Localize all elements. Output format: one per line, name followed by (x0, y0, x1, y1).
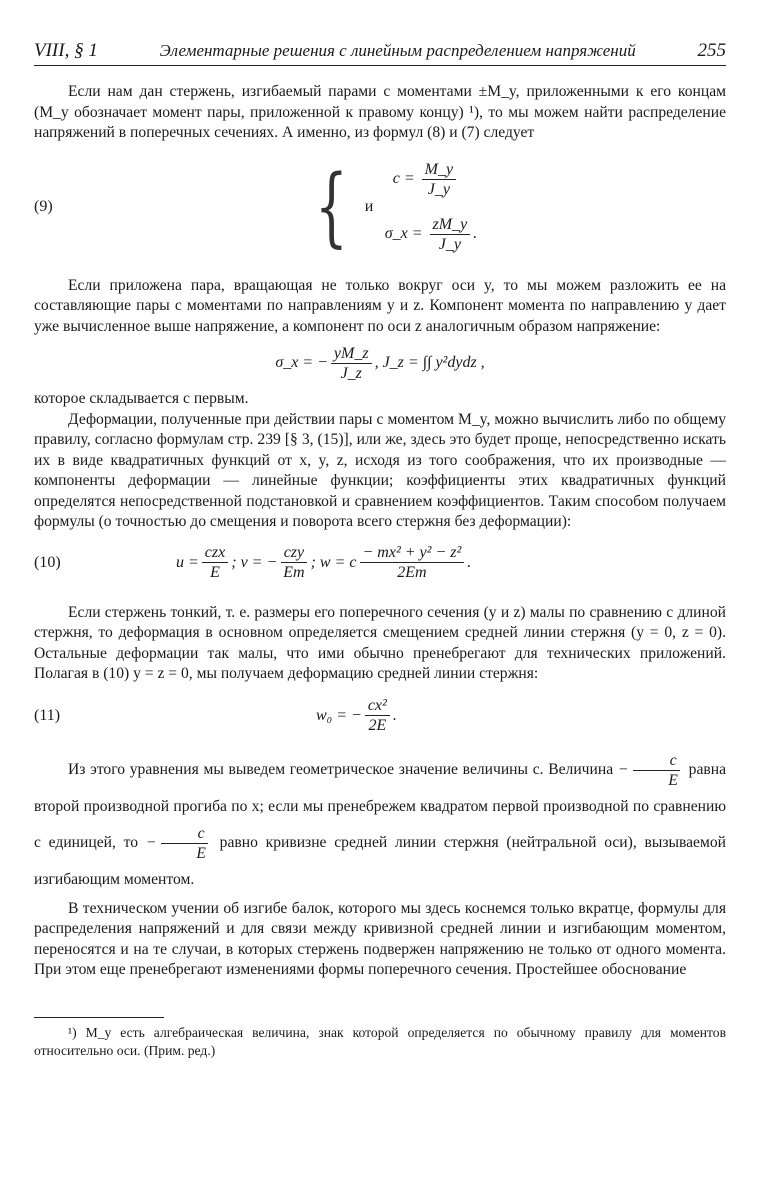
fraction-denominator: 2E (368, 717, 387, 734)
eq10-u: u = (176, 553, 199, 571)
equation-number: (9) (34, 197, 53, 215)
fraction-denominator: E (196, 844, 206, 862)
equation-sigma (34, 337, 726, 389)
paragraph-5: Если стержень тонкий, т. е. размеры его поперечного сечения (y и z) малы по сравнению с длиной стержня, то деформация в основном определяется смещением средней линии стержня (y = 0, z = 0). Остальные деформации так малы, что ими обычно пренебрегают для технических приложений. Полагая в (10) y = z = 0, мы получаем деформацию средней линии стержня: (34, 603, 726, 682)
eq11-lhs: w₀ = − (316, 706, 362, 724)
fraction-numerator: − mx² + y² − z² (360, 543, 465, 563)
fraction-numerator: c (161, 824, 208, 844)
fraction-numerator: czx (202, 543, 228, 563)
equation-10: (10) u = $\frac{\text{czx}}{E}$ ; v = − $\frac{\text{czy}}{Em}$ ; w = c $\frac{\text{− mx² + y² − z²}}{2Em}$ . (34, 544, 472, 581)
eq10-w: ; w = c (310, 553, 357, 571)
eq9-conjunction: и (364, 197, 374, 215)
equation-11: (11) w₀ = − $\frac{\text{cx²}}{2E}$ . (34, 697, 397, 734)
paragraph-6-part-a: Из этого уравнения мы выведем геометрическое значение величины c. Величина (68, 760, 614, 778)
equation-number: (11) (34, 706, 61, 724)
fraction-denominator: 2Em (397, 564, 427, 581)
fraction-denominator: J_z (340, 364, 362, 382)
fraction-numerator: M_y (422, 160, 456, 180)
eq-sigma-fraction (331, 344, 372, 383)
page (34, 40, 726, 1060)
eq9-line2-fraction (430, 215, 471, 254)
fraction-denominator: J_y (427, 180, 450, 198)
brace-icon: { (314, 156, 348, 257)
paragraph-6-part-d: равно кривизне средней линии стержня (нейтральной оси), вызываемой изгибающим моментом. (34, 833, 726, 888)
paragraph-6 (34, 751, 726, 897)
paragraph-4: Деформации, полученные при действии пары с моментом M_y, можно вычислить либо по общему правилу, согласно формулам стр. 239 [§ 3, (15)], или же, здесь это будет проще, непосредственно искать их в виде квадратичных функций от x, y, z, исходя из того соображения, что их производные — компоненты деформации — линейные функции; коэффициенты этих квадратичных функций определятся непосредственной подстановкой и сравнением коэффициентов. Таким способом получаем формулы (о точностью до смещения и поворота всего стержня без деформации): (34, 410, 726, 530)
paragraph-3: которое складывается с первым. (34, 390, 249, 407)
eq10-v-fraction (280, 543, 307, 582)
eq10-w-fraction (360, 543, 465, 582)
c-over-e-fraction (631, 751, 681, 790)
fraction-numerator: cx² (365, 696, 390, 716)
eq10-u-fraction (202, 543, 228, 582)
eq-sigma-lhs: σ_x = − (275, 354, 328, 371)
fraction-numerator: yM_z (331, 344, 372, 364)
paragraph-2: Если приложена пара, вращающая не только вокруг оси y, то мы можем разложить ее на составляющие пары с моментами по направлениям y и z. Компонент момента по направлению y дает уже вычисленное выше напряжение, а компонент по оси z аналогичным образом напряжение: (34, 276, 726, 335)
fraction-sign: − (617, 760, 629, 778)
eq9-line1-lhs: c = (392, 169, 415, 187)
page-number: 255 (697, 40, 726, 61)
c-over-e-fraction-2 (159, 824, 209, 863)
eq-sigma-rhs: , J_z = ∫∫ y²dydz , (374, 354, 485, 371)
footnote: ¹) M_y есть алгебраическая величина, знак которой определяется по обычному правилу для моментов относительно оси. (Прим. ред.) (34, 1024, 726, 1058)
eq11-fraction (365, 696, 390, 735)
paragraph-1: Если нам дан стержень, изгибаемый парами с моментами ±M_y, приложенными к его концам (M_y обозначает момент пары, приложенной к правому концу) ¹), то мы можем найти распределение напряжений в поперечных сечениях. А именно, из формул (8) и (7) следует (34, 83, 726, 141)
fraction-denominator: Em (283, 564, 305, 581)
fraction-numerator: c (633, 751, 680, 771)
header-title: Элементарные решения с линейным распределением напряжений (159, 41, 636, 60)
equation-number: (10) (34, 553, 61, 571)
fraction-denominator: E (210, 564, 220, 581)
fraction-numerator: zM_y (430, 215, 471, 235)
paragraph-6-part-b: равна второй производной прогиба по x; если мы пренебрежем (34, 760, 727, 815)
fraction-sign: − (145, 833, 157, 851)
eq10-v: ; v = − (231, 553, 278, 571)
equation-9: (9) { c = $\frac{M\_y}{J\_y}$ и σ_x = $\frac{zM\_y}{J\_y}$ . (34, 156, 478, 257)
paragraph-6-part-c: квадратом первой производной по сравнению с единицей, то (34, 797, 726, 851)
fraction-numerator: czy (281, 543, 307, 563)
running-header (34, 40, 726, 66)
header-section: VIII, § 1 (34, 40, 98, 61)
paragraph-7: В техническом учении об изгибе балок, которого мы здесь коснемся только вкратце, формулы для распределения напряжений и для связи между кривизной средней линии и изгибающим моментом, переносятся и на те случаи, в которых стержень подвержен напряжению не только от одного момента. При этом еще пренебрегают изменениями формы поперечного сечения. Простейшее обоснование (34, 899, 726, 978)
eq9-line2-lhs: σ_x = (384, 224, 423, 242)
fraction-denominator: J_y (438, 235, 461, 253)
footnote-rule (34, 1017, 164, 1018)
fraction-denominator: E (668, 771, 678, 789)
eq9-line1-fraction (422, 160, 456, 199)
